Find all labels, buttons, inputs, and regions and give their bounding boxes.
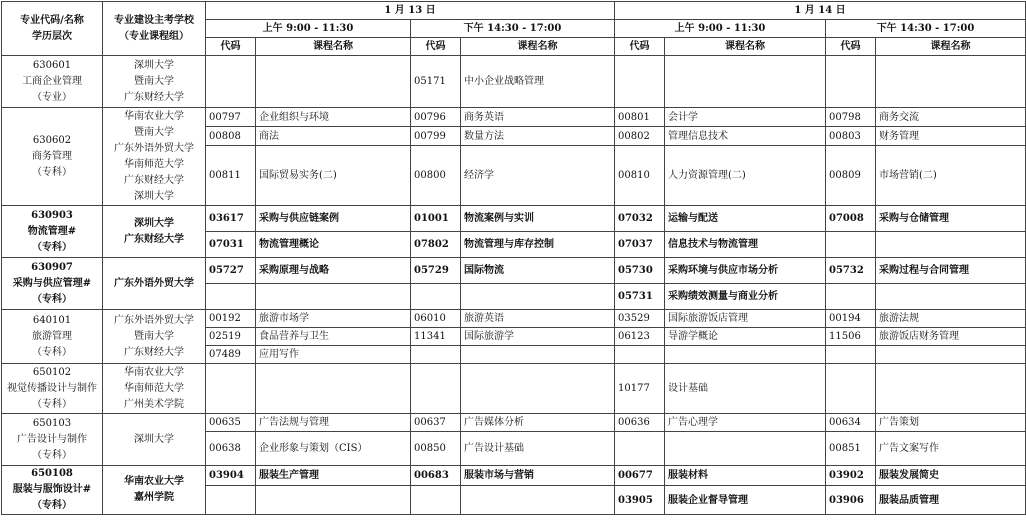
header-day1-am: 上午 9:00 - 11:30 <box>206 20 411 38</box>
course-name <box>256 284 411 310</box>
header-school-sub: （专业课程组） <box>119 30 189 42</box>
course-code: 00796 <box>411 108 461 127</box>
major-code: 650103 <box>32 417 72 429</box>
school-name: 深圳大学 <box>134 190 174 202</box>
course-name <box>256 56 411 108</box>
school-name: 深圳大学 <box>134 433 174 445</box>
course-name: 国际旅游学 <box>461 328 615 346</box>
course-name <box>256 486 411 515</box>
course-name: 国际物流 <box>461 258 615 284</box>
course-name: 广告策划 <box>876 414 1026 432</box>
course-code: 06123 <box>615 328 665 346</box>
table-row <box>2 414 1026 432</box>
course-name <box>461 486 615 515</box>
course-name: 物流管理与库存控制 <box>461 232 615 258</box>
course-name: 旅游饭店财务管理 <box>876 328 1026 346</box>
school-cell <box>103 414 206 466</box>
course-code <box>411 486 461 515</box>
course-code: 05729 <box>411 258 461 284</box>
header-name: 课程名称 <box>461 38 615 56</box>
course-code: 10177 <box>615 364 665 414</box>
school-cell <box>103 466 206 515</box>
course-code: 00192 <box>206 310 256 328</box>
course-code <box>206 56 256 108</box>
school-name: 嘉州学院 <box>134 492 174 503</box>
school-name: 暨南大学 <box>134 330 174 342</box>
course-code: 00801 <box>615 108 665 127</box>
course-name: 采购与供应链案例 <box>256 206 411 232</box>
course-code: 07037 <box>615 232 665 258</box>
major-name: 广告设计与制作 <box>17 433 87 445</box>
major-level: （专科） <box>32 449 72 461</box>
header-code: 代码 <box>826 38 876 56</box>
header-code: 代码 <box>615 38 665 56</box>
header-code: 代码 <box>206 38 256 56</box>
course-code: 00637 <box>411 414 461 432</box>
course-code: 00638 <box>206 432 256 466</box>
course-name: 服装材料 <box>665 466 826 486</box>
course-code: 00811 <box>206 146 256 206</box>
course-code: 00851 <box>826 432 876 466</box>
major-level: （专科） <box>32 346 72 358</box>
course-name: 广告媒体分析 <box>461 414 615 432</box>
course-code: 05727 <box>206 258 256 284</box>
course-code: 03529 <box>615 310 665 328</box>
school-name: 广东财经大学 <box>124 91 184 103</box>
course-name <box>461 346 615 364</box>
table-row <box>2 206 1026 232</box>
school-name: 华南师范大学 <box>124 382 184 394</box>
major-cell <box>2 108 103 206</box>
major-level: （专业） <box>32 91 72 103</box>
course-code: 03906 <box>826 486 876 515</box>
table-row <box>2 108 1026 127</box>
major-code: 630601 <box>32 59 72 71</box>
course-code: 00636 <box>615 414 665 432</box>
course-code <box>206 486 256 515</box>
course-code: 00800 <box>411 146 461 206</box>
course-code <box>615 432 665 466</box>
major-level: （专科） <box>32 166 72 178</box>
table-row <box>2 56 1026 108</box>
course-name <box>876 346 1026 364</box>
course-name: 采购与仓储管理 <box>876 206 1026 232</box>
course-name: 企业形象与策划（CIS） <box>256 432 411 466</box>
course-name: 管理信息技术 <box>665 127 826 146</box>
school-cell <box>103 310 206 364</box>
course-name: 旅游市场学 <box>256 310 411 328</box>
course-code: 00798 <box>826 108 876 127</box>
major-name: 工商企业管理 <box>22 75 82 87</box>
course-code: 05732 <box>826 258 876 284</box>
course-code: 00803 <box>826 127 876 146</box>
major-code: 630903 <box>31 209 73 221</box>
course-name: 采购绩效测量与商业分析 <box>665 284 826 310</box>
course-name: 旅游英语 <box>461 310 615 328</box>
course-name <box>876 232 1026 258</box>
major-cell <box>2 414 103 466</box>
course-name: 市场营销(二) <box>876 146 1026 206</box>
course-code <box>826 364 876 414</box>
school-cell <box>103 56 206 108</box>
header-major <box>2 2 103 56</box>
course-code: 00635 <box>206 414 256 432</box>
course-name: 物流管理概论 <box>256 232 411 258</box>
header-day2: 1 月 14 日 <box>615 2 1026 20</box>
major-code: 650108 <box>31 468 73 479</box>
course-code <box>411 284 461 310</box>
course-name: 广告设计基础 <box>461 432 615 466</box>
course-name: 采购环境与供应市场分析 <box>665 258 826 284</box>
course-name: 采购过程与合同管理 <box>876 258 1026 284</box>
course-code: 06010 <box>411 310 461 328</box>
school-name: 广东外语外贸大学 <box>114 314 194 326</box>
course-code: 03617 <box>206 206 256 232</box>
major-name: 视觉传播设计与制作 <box>7 382 97 394</box>
major-cell <box>2 466 103 515</box>
course-name <box>876 284 1026 310</box>
school-name: 华南农业大学 <box>124 476 184 487</box>
header-day1-pm: 下午 14:30 - 17:00 <box>411 20 615 38</box>
course-name: 服装品质管理 <box>876 486 1026 515</box>
table-row <box>2 310 1026 328</box>
course-code: 00808 <box>206 127 256 146</box>
course-code <box>411 364 461 414</box>
course-code: 05171 <box>411 56 461 108</box>
header-code: 代码 <box>411 38 461 56</box>
course-name: 数量方法 <box>461 127 615 146</box>
course-code <box>206 284 256 310</box>
course-code: 07031 <box>206 232 256 258</box>
course-code: 07802 <box>411 232 461 258</box>
header-name: 课程名称 <box>256 38 411 56</box>
course-code: 05730 <box>615 258 665 284</box>
course-code: 00850 <box>411 432 461 466</box>
school-cell <box>103 206 206 258</box>
course-name: 物流案例与实训 <box>461 206 615 232</box>
major-code: 630907 <box>31 261 73 273</box>
major-cell <box>2 258 103 310</box>
header-day2-pm: 下午 14:30 - 17:00 <box>826 20 1026 38</box>
school-name: 暨南大学 <box>134 75 174 87</box>
school-name: 广东财经大学 <box>124 174 184 186</box>
course-name: 商法 <box>256 127 411 146</box>
course-code: 03904 <box>206 466 256 486</box>
course-name <box>461 364 615 414</box>
course-code <box>826 284 876 310</box>
course-name: 旅游法规 <box>876 310 1026 328</box>
course-code <box>826 346 876 364</box>
course-name <box>665 346 826 364</box>
course-name: 服装发展简史 <box>876 466 1026 486</box>
table-row <box>2 364 1026 414</box>
major-cell <box>2 206 103 258</box>
exam-schedule-table <box>1 1 1026 515</box>
major-level: （专科） <box>32 398 72 410</box>
major-cell <box>2 364 103 414</box>
course-code <box>826 56 876 108</box>
school-name: 广东财经大学 <box>124 233 184 245</box>
course-code: 07008 <box>826 206 876 232</box>
school-name: 广州美术学院 <box>124 398 184 410</box>
course-code: 00683 <box>411 466 461 486</box>
course-name <box>256 364 411 414</box>
course-code <box>826 232 876 258</box>
school-name: 华南师范大学 <box>124 158 184 170</box>
header-name: 课程名称 <box>876 38 1026 56</box>
course-code: 00809 <box>826 146 876 206</box>
course-code: 00797 <box>206 108 256 127</box>
course-code: 03905 <box>615 486 665 515</box>
course-name <box>876 364 1026 414</box>
course-name: 中小企业战略管理 <box>461 56 615 108</box>
major-code: 630602 <box>32 134 72 146</box>
header-level-label: 学历层次 <box>32 30 72 42</box>
table-row <box>2 466 1026 486</box>
course-name: 会计学 <box>665 108 826 127</box>
course-name: 经济学 <box>461 146 615 206</box>
header-major-label: 专业代码/名称 <box>20 14 84 26</box>
major-cell <box>2 310 103 364</box>
course-name <box>665 56 826 108</box>
school-name: 广东财经大学 <box>124 346 184 358</box>
major-level: （专科） <box>32 293 72 305</box>
school-name: 暨南大学 <box>134 126 174 138</box>
course-name: 国际旅游饭店管理 <box>665 310 826 328</box>
course-name: 设计基础 <box>665 364 826 414</box>
course-code: 00802 <box>615 127 665 146</box>
header-school-label: 专业建设主考学校 <box>114 14 194 26</box>
course-name: 服装市场与营销 <box>461 466 615 486</box>
course-code: 03902 <box>826 466 876 486</box>
major-name: 商务管理 <box>32 150 72 162</box>
course-name: 服装企业督导管理 <box>665 486 826 515</box>
course-code: 00677 <box>615 466 665 486</box>
course-code: 01001 <box>411 206 461 232</box>
course-name: 财务管理 <box>876 127 1026 146</box>
major-name: 物流管理# <box>27 225 77 237</box>
header-name: 课程名称 <box>665 38 826 56</box>
course-name: 人力资源管理(二) <box>665 146 826 206</box>
major-name: 采购与供应管理# <box>12 277 92 289</box>
school-cell <box>103 364 206 414</box>
school-name: 广东外语外贸大学 <box>114 142 194 154</box>
major-name: 服装与服饰设计# <box>12 484 92 495</box>
course-name: 导游学概论 <box>665 328 826 346</box>
table-row <box>2 258 1026 284</box>
course-code: 00634 <box>826 414 876 432</box>
course-name: 广告法规与管理 <box>256 414 411 432</box>
course-code <box>615 346 665 364</box>
course-name: 运输与配送 <box>665 206 826 232</box>
course-name <box>876 56 1026 108</box>
course-name: 商务交流 <box>876 108 1026 127</box>
header-school <box>103 2 206 56</box>
course-code <box>615 56 665 108</box>
course-code: 00799 <box>411 127 461 146</box>
course-name: 食品营养与卫生 <box>256 328 411 346</box>
school-name: 广东外语外贸大学 <box>114 277 194 289</box>
course-code: 00194 <box>826 310 876 328</box>
course-name: 商务英语 <box>461 108 615 127</box>
school-name: 华南农业大学 <box>124 110 184 122</box>
course-name: 广告文案写作 <box>876 432 1026 466</box>
school-name: 深圳大学 <box>134 217 174 229</box>
school-name: 华南农业大学 <box>124 366 184 378</box>
course-code <box>411 346 461 364</box>
course-code: 02519 <box>206 328 256 346</box>
major-code: 650102 <box>32 366 72 378</box>
course-name: 采购原理与战略 <box>256 258 411 284</box>
major-code: 640101 <box>32 314 72 326</box>
major-name: 旅游管理 <box>32 330 72 342</box>
course-name: 服装生产管理 <box>256 466 411 486</box>
major-cell <box>2 56 103 108</box>
course-name: 信息技术与物流管理 <box>665 232 826 258</box>
header-day1: 1 月 13 日 <box>206 2 615 20</box>
course-name <box>461 284 615 310</box>
course-name: 国际贸易实务(二) <box>256 146 411 206</box>
course-name: 企业组织与环境 <box>256 108 411 127</box>
course-code: 07489 <box>206 346 256 364</box>
course-code: 07032 <box>615 206 665 232</box>
course-name: 广告心理学 <box>665 414 826 432</box>
major-level: （专科） <box>32 500 72 511</box>
course-code: 11506 <box>826 328 876 346</box>
school-name: 深圳大学 <box>134 59 174 71</box>
school-cell <box>103 258 206 310</box>
course-name <box>665 432 826 466</box>
course-name: 应用写作 <box>256 346 411 364</box>
major-level: （专科） <box>32 241 72 253</box>
course-code <box>206 364 256 414</box>
course-code: 00810 <box>615 146 665 206</box>
course-code: 11341 <box>411 328 461 346</box>
school-cell <box>103 108 206 206</box>
course-code: 05731 <box>615 284 665 310</box>
header-day2-am: 上午 9:00 - 11:30 <box>615 20 826 38</box>
